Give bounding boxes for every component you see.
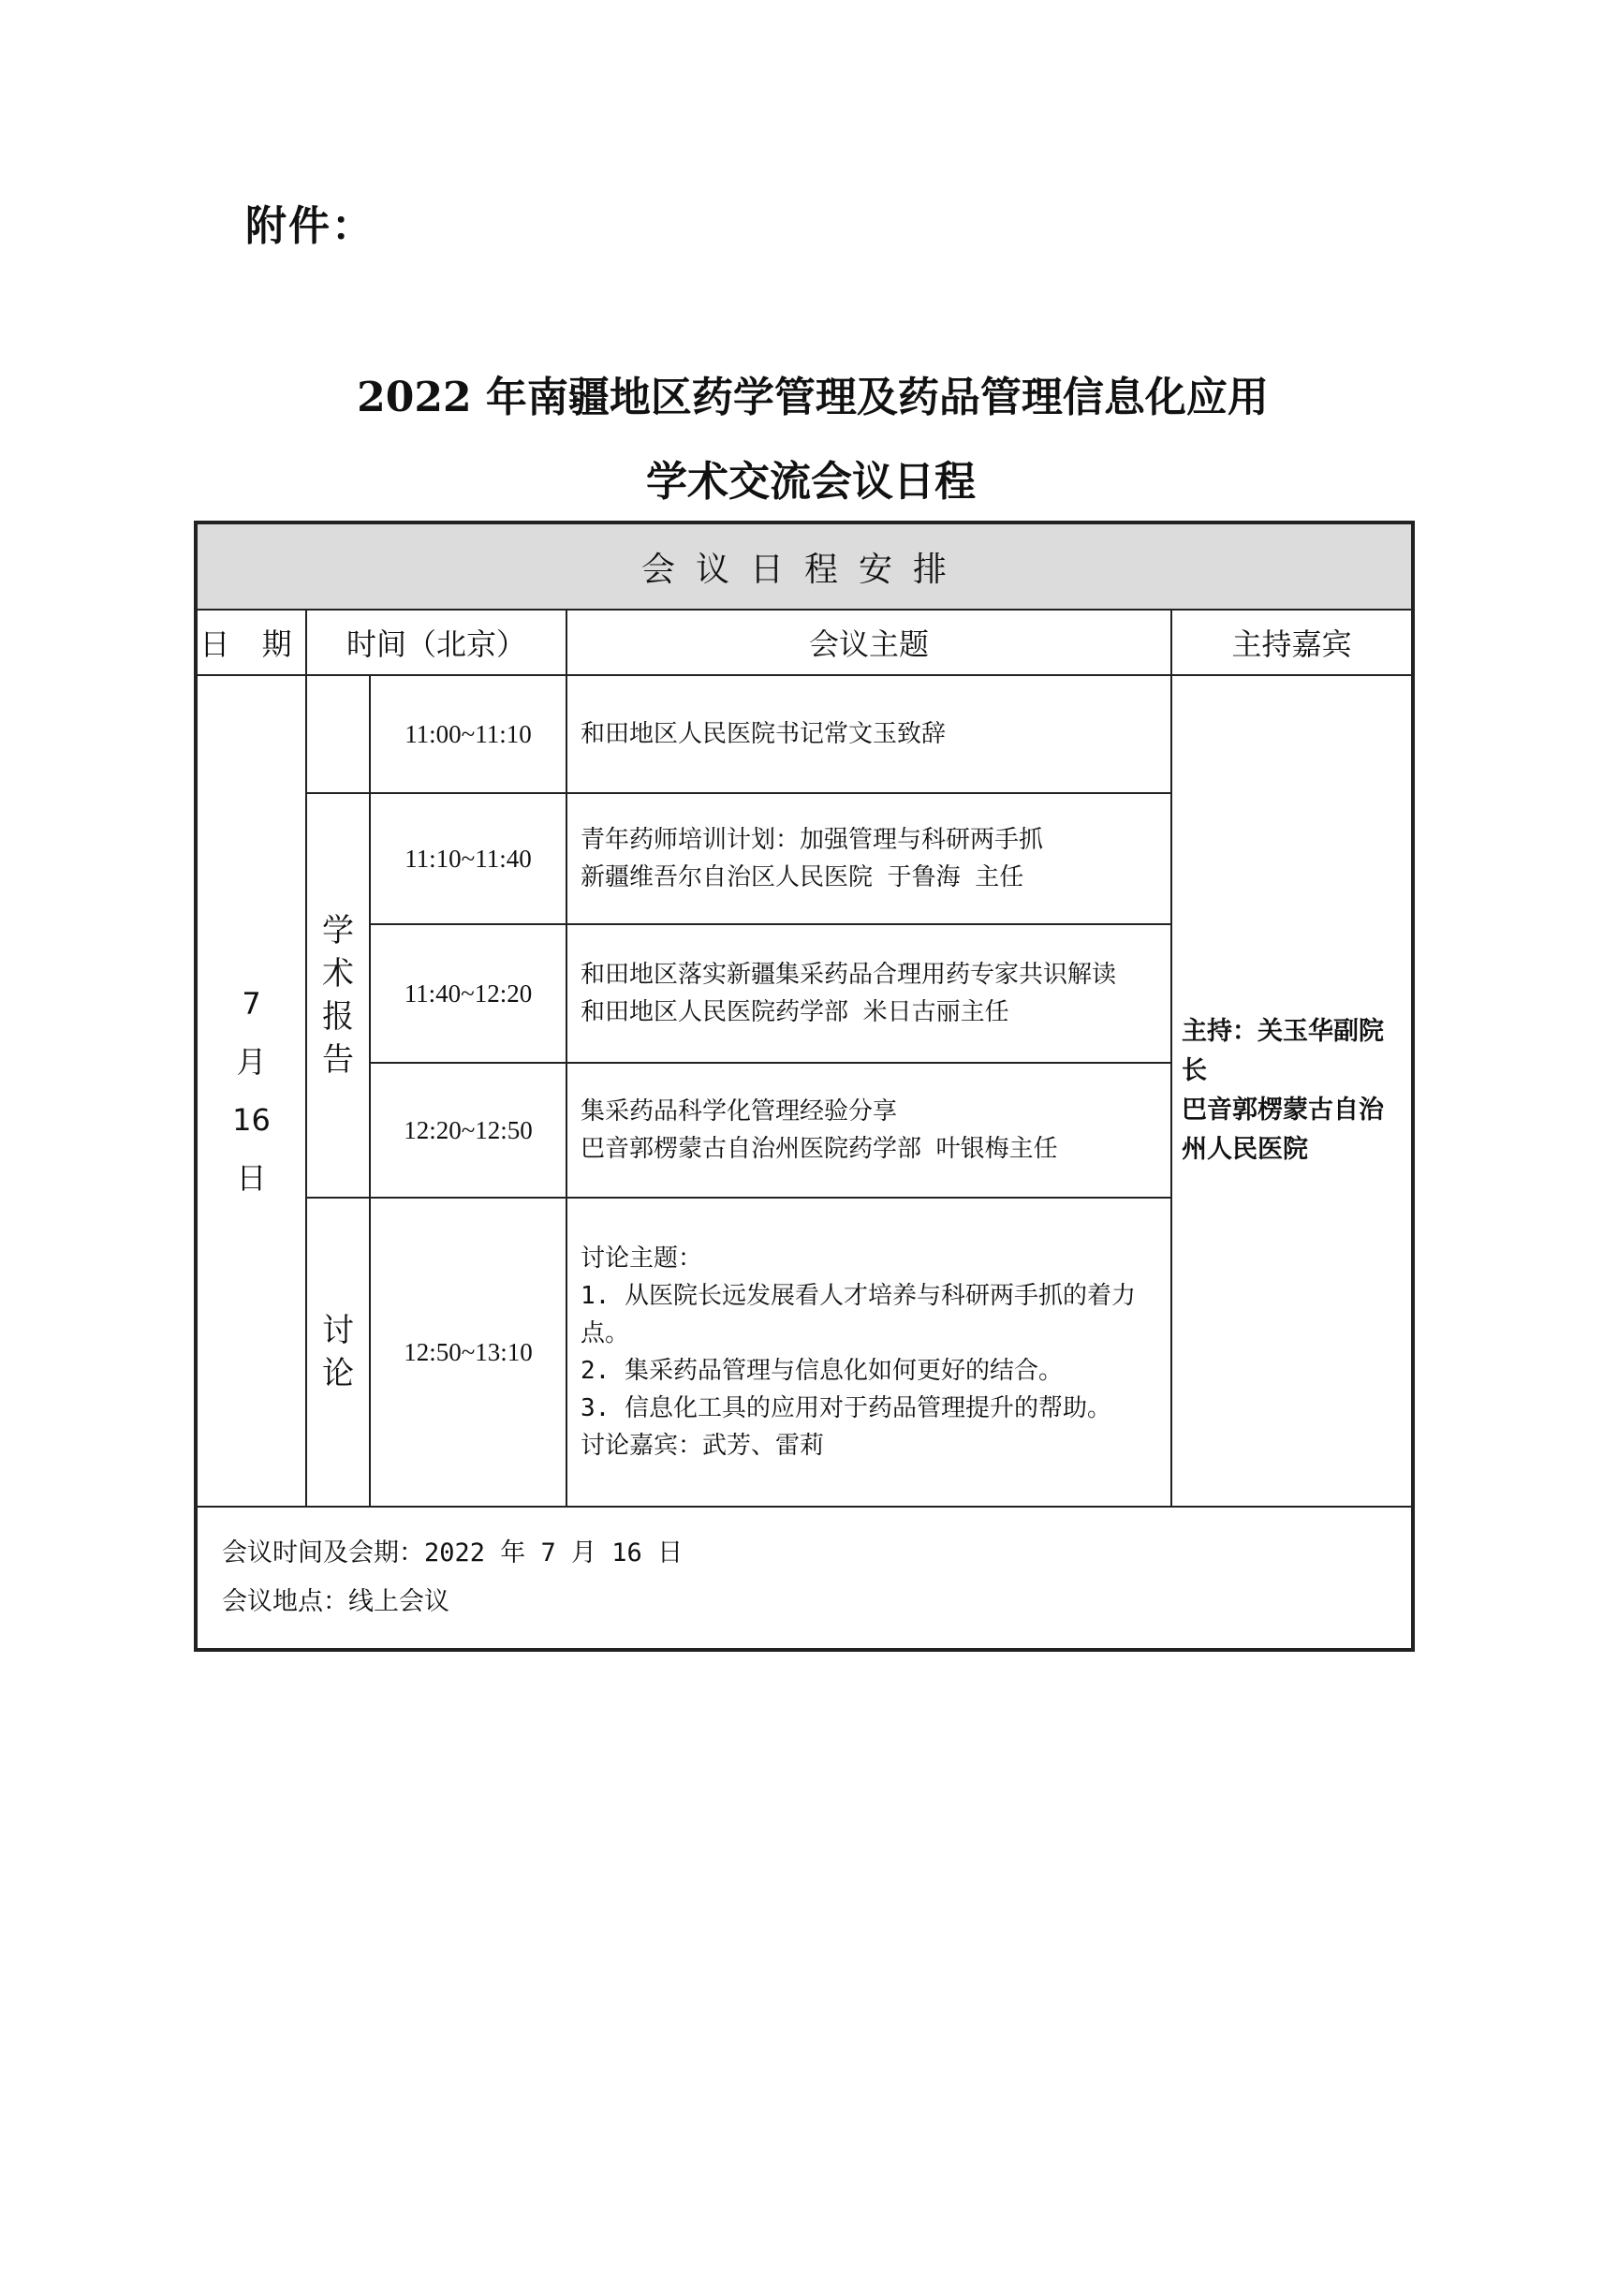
footer-date-line: 会议时间及会期：2022 年 7 月 16 日 [222,1538,684,1567]
group-cell-empty [306,675,370,793]
time-cell: 11:10~11:40 [370,793,566,924]
document-title-line2: 学术交流会议日程 [646,458,976,506]
time-cell: 11:40~12:20 [370,924,566,1063]
schedule-banner: 会议日程安排 [196,522,1413,610]
attachment-label: 附件： [245,202,375,250]
topic-line: 集采药品科学化管理经验分享 [581,1097,898,1126]
topic-cell [566,1198,1171,1507]
footer-cell [196,1507,1413,1650]
topic-line: 2. 集采药品管理与信息化如何更好的结合。 [581,1357,1063,1385]
topic-line: 和田地区人民医院书记常文玉致辞 [581,720,947,748]
header-date: 日 期 [196,610,306,675]
host-cell [1171,675,1413,1507]
footer-place-line: 会议地点：线上会议 [222,1587,449,1616]
time-cell: 11:00~11:10 [370,675,566,793]
group-academic-report [306,793,370,1198]
time-cell: 12:20~12:50 [370,1063,566,1198]
group-char: 报 [322,998,354,1036]
date-day-number: 16 [232,1102,271,1138]
group-char: 讨 [322,1312,354,1349]
table-row [196,675,1413,793]
time-cell: 12:50~13:10 [370,1198,566,1507]
topic-line: 青年药师培训计划：加强管理与科研两手抓 [581,826,1044,854]
group-char: 学 [322,912,354,949]
header-topic: 会议主题 [566,610,1171,675]
date-month-char: 月 [236,1044,267,1080]
group-char: 告 [322,1041,354,1079]
document-title-line1: 2022 年南疆地区药学管理及药品管理信息化应用 [357,374,1269,421]
topic-line: 1. 从医院长远发展看人才培养与科研两手抓的着力点。 [581,1282,1136,1347]
topic-cell [566,924,1171,1063]
topic-line: 巴音郭楞蒙古自治州医院药学部 叶银梅主任 [581,1135,1058,1163]
header-host: 主持嘉宾 [1171,610,1413,675]
date-cell [196,675,306,1507]
topic-line: 新疆维吾尔自治区人民医院 于鲁海 主任 [581,863,1024,891]
topic-line: 和田地区落实新疆集采药品合理用药专家共识解读 [581,961,1117,989]
topic-cell [566,675,1171,793]
topic-line: 和田地区人民医院药学部 米日古丽主任 [581,998,1009,1026]
topic-cell [566,793,1171,924]
host-line: 巴音郭楞蒙古自治州人民医院 [1182,1096,1384,1164]
topic-line: 讨论嘉宾：武芳、雷莉 [581,1432,825,1460]
date-month-number: 7 [242,986,261,1022]
group-char: 论 [322,1355,354,1392]
topic-line: 3. 信息化工具的应用对于药品管理提升的帮助。 [581,1394,1111,1422]
schedule-table [194,521,1415,1652]
group-char: 术 [322,955,354,993]
date-day-char: 日 [236,1160,267,1196]
topic-line: 讨论主题： [581,1244,703,1273]
topic-cell [566,1063,1171,1198]
header-time: 时间（北京） [306,610,566,675]
host-line: 主持：关玉华副院长 [1182,1017,1384,1085]
group-discussion [306,1198,370,1507]
